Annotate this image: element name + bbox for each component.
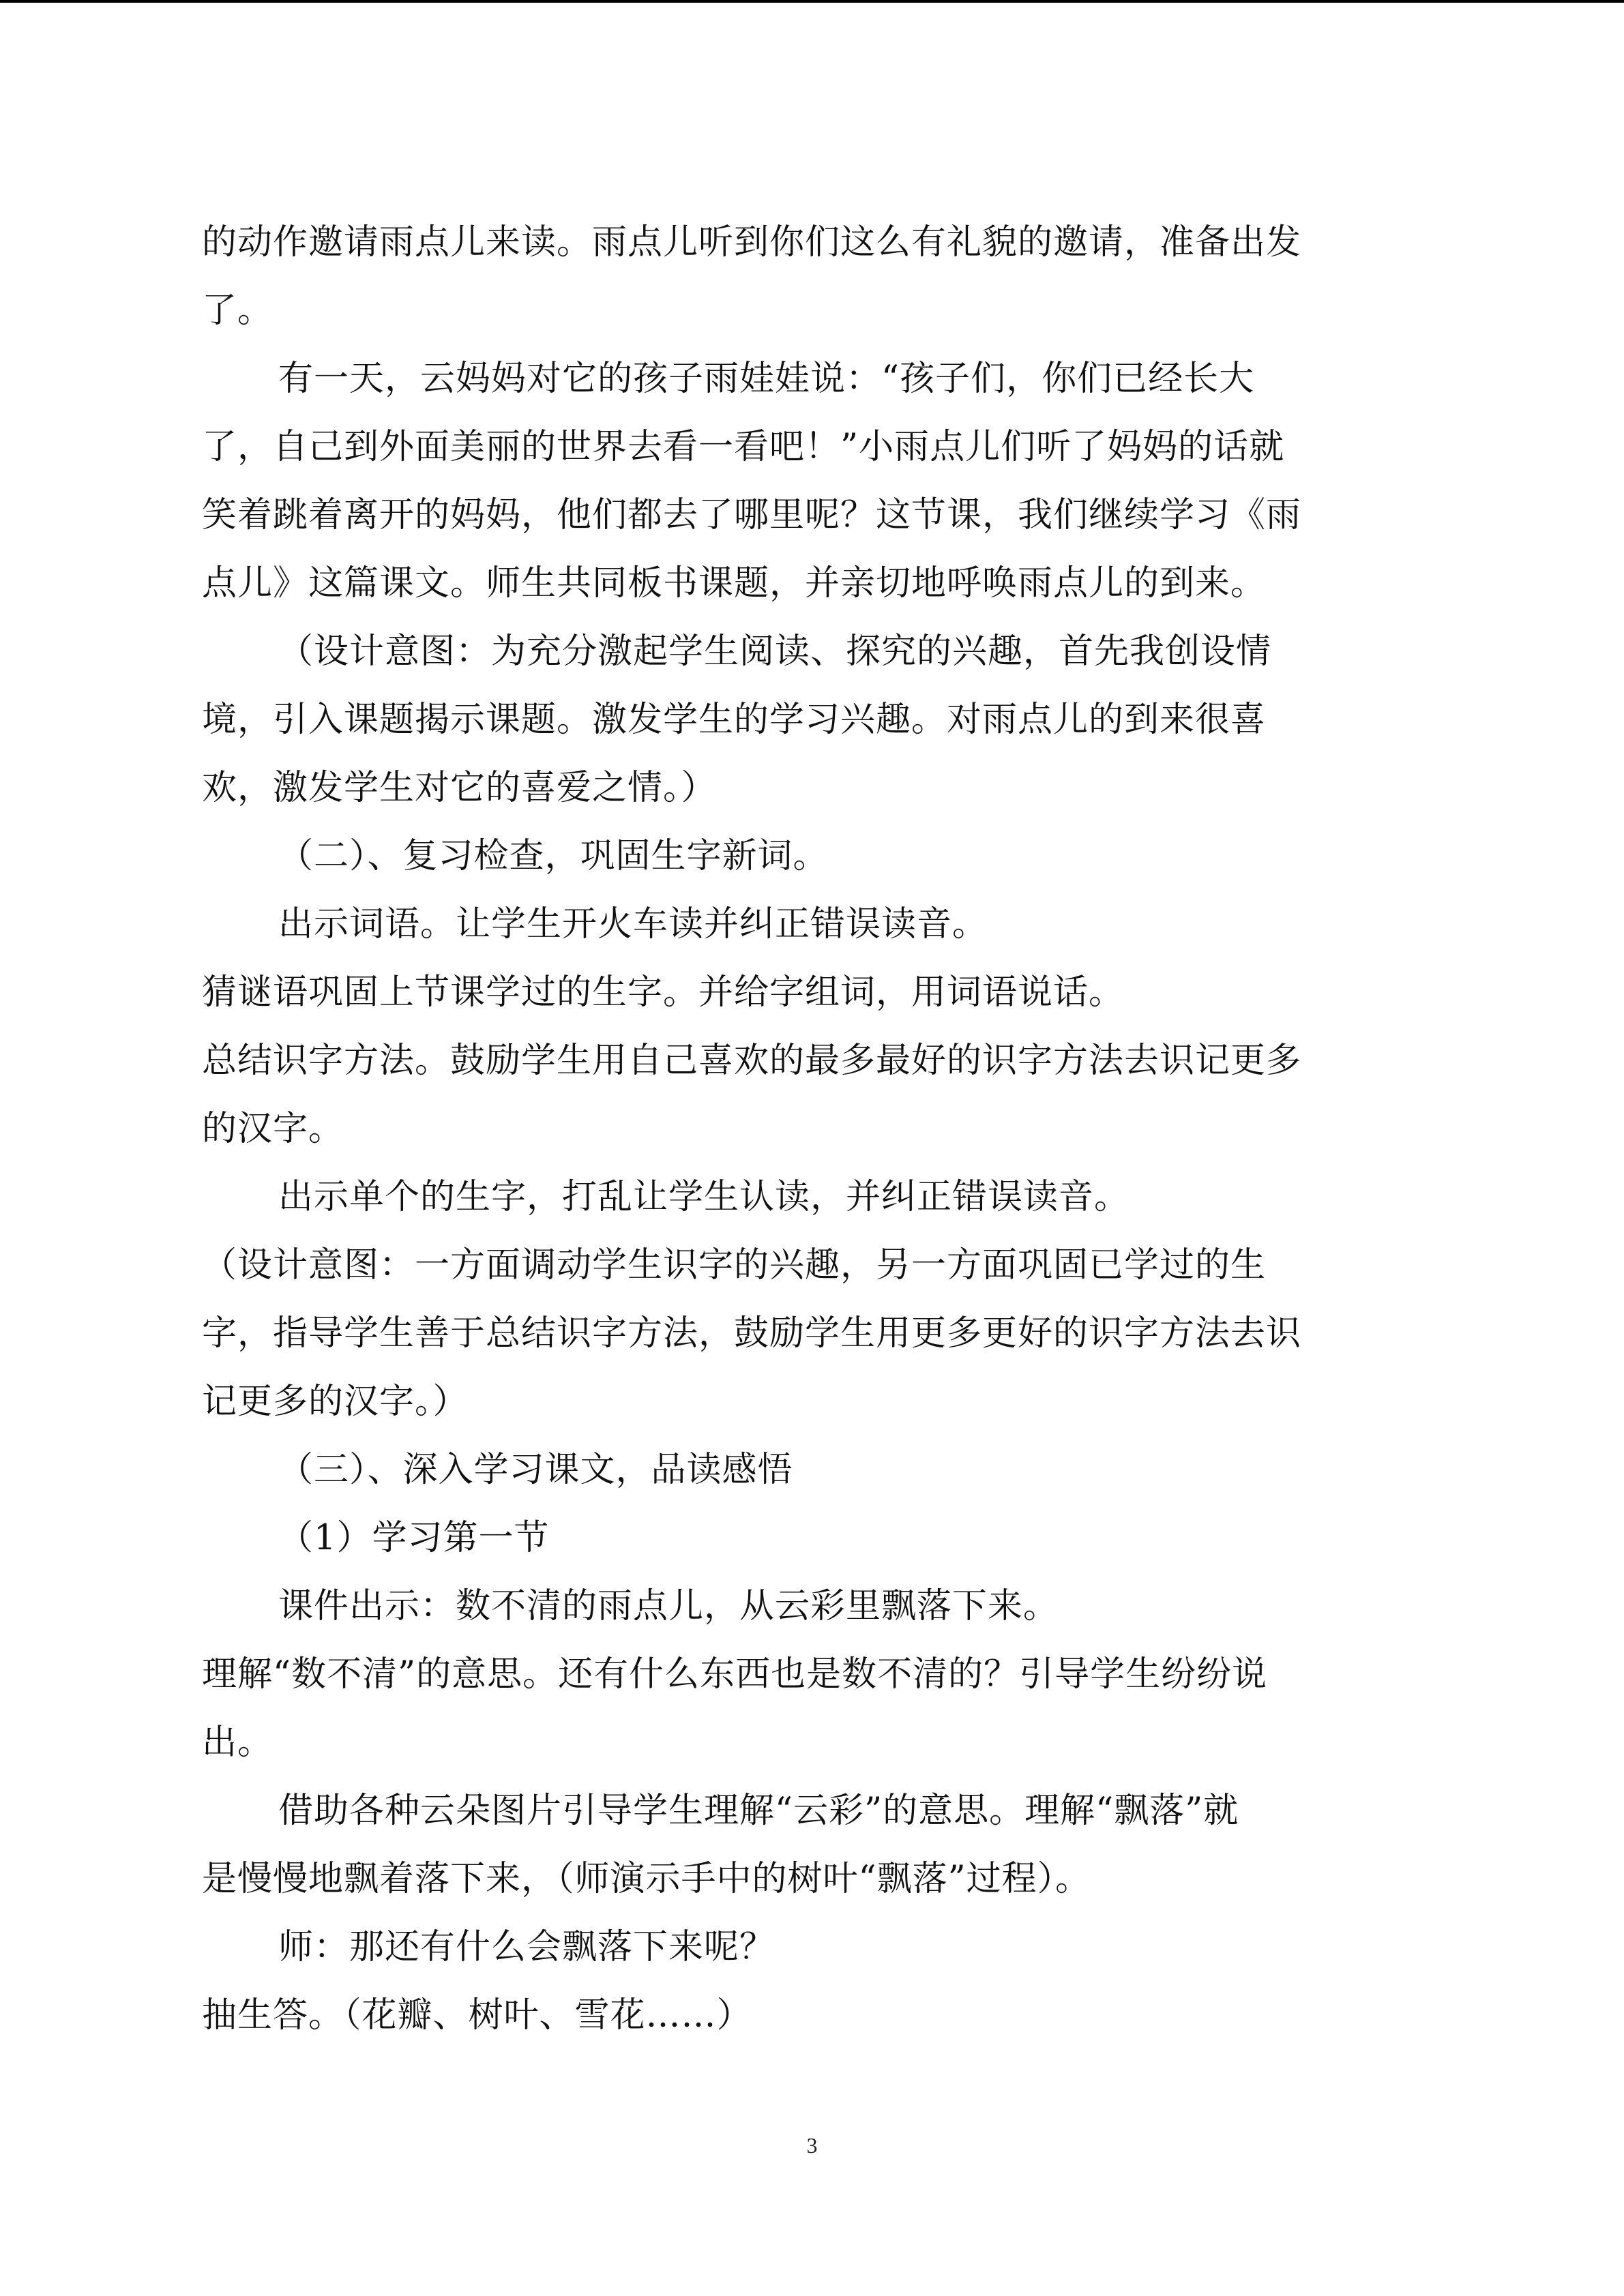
text-line: 课件出示：数不清的雨点儿，从云彩里飘落下来。 [278,1586,1059,1626]
text-line: 总结识字方法。鼓励学生用自己喜欢的最多最好的识字方法去识记更多 [202,1041,1302,1081]
section-heading: （三）、深入学习课文，品读感悟 [278,1450,793,1490]
page-number: 3 [806,2133,818,2158]
text-line: （设计意图：一方面调动学生识字的兴趣，另一方面巩固已学过的生 [202,1245,1267,1285]
section-heading: （二）、复习检查，巩固生字新词。 [278,836,829,876]
text-line: 理解“数不清”的意思。还有什么东西也是数不清的？引导学生纷纷说 [202,1654,1268,1695]
text-line: 的动作邀请雨点儿来读。雨点儿听到你们这么有礼貌的邀请，准备出发 [202,222,1302,263]
text-line: 点儿》这篇课文。师生共同板书课题，并亲切地呼唤雨点儿的到来。 [202,563,1267,603]
text-line: 出示词语。让学生开火车读并纠正错误读音。 [278,904,988,944]
text-line: 字，指导学生善于总结识字方法，鼓励学生用更多更好的识字方法去识 [202,1313,1302,1354]
subsection-heading: （1）学习第一节 [278,1518,550,1558]
text-line: 境，引入课题揭示课题。激发学生的学习兴趣。对雨点儿的到来很喜 [202,700,1267,740]
text-line: 欢，激发学生对它的喜爱之情。） [202,768,717,808]
text-line: 记更多的汉字。） [202,1382,469,1422]
top-border-rule [0,0,1624,3]
text-line: 了。 [202,290,274,331]
text-line: （设计意图：为充分激起学生阅读、探究的兴趣，首先我创设情 [278,631,1272,672]
text-line: 有一天，云妈妈对它的孩子雨娃娃说：“孩子们，你们已经长大 [278,359,1255,399]
text-line: 出。 [202,1723,274,1763]
text-line: 师：那还有什么会飘落下来呢？ [278,1927,776,1967]
text-line: 抽生答。（花瓣、树叶、雪花……） [202,1995,752,2036]
text-line: 借助各种云朵图片引导学生理解“云彩”的意思。理解“飘落”就 [278,1791,1239,1831]
text-line: 的汉字。 [202,1109,344,1149]
text-line: 笑着跳着离开的妈妈，他们都去了哪里呢？这节课，我们继续学习《雨 [202,495,1302,535]
text-line: 出示单个的生字，打乱让学生认读，并纠正错误读音。 [278,1177,1130,1217]
text-line: 是慢慢地飘着落下来，（师演示手中的树叶“飘落”过程）。 [202,1859,1091,1899]
text-line: 了，自己到外面美丽的世界去看一看吧！”小雨点儿们听了妈妈的话就 [202,427,1285,467]
text-line: 猜谜语巩固上节课学过的生字。并给字组词，用词语说话。 [202,972,1125,1013]
